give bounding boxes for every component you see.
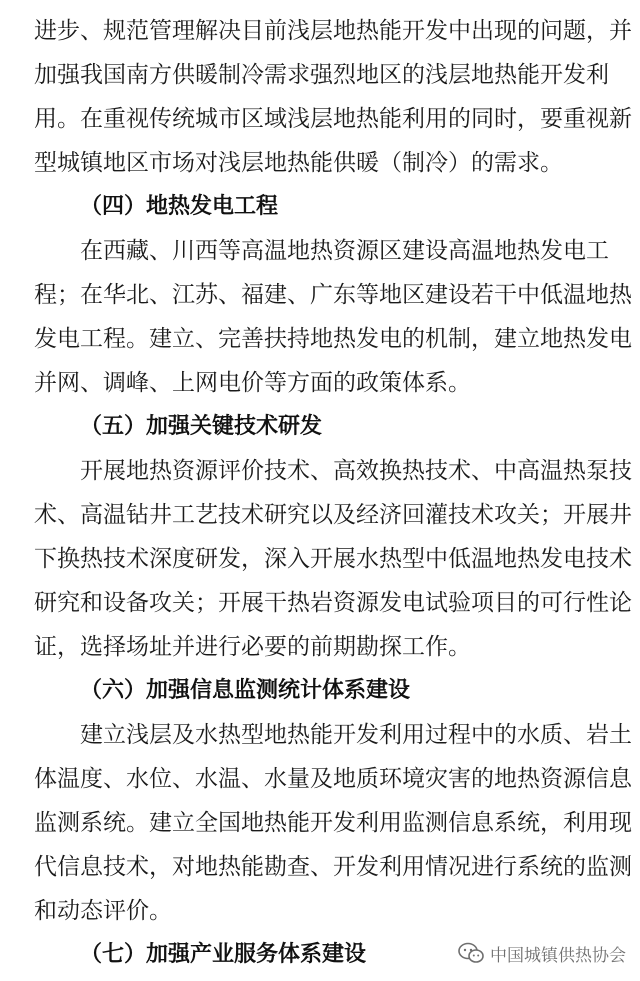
paragraph-line: 开展地热资源评价技术、高效换热技术、中高温热泵技 [80,458,632,484]
paragraph-line: 和动态评价。 [34,898,172,924]
paragraph-line: 证，选择场址并进行必要的前期勘探工作。 [34,634,471,660]
section-heading: （七）加强产业服务体系建设 [80,942,367,967]
paragraph-line: 研究和设备攻关；开展干热岩资源发电试验项目的可行性论 [34,590,632,616]
paragraph-line: 体温度、水位、水温、水量及地质环境灾害的地热资源信息 [34,766,632,792]
section-heading: （六）加强信息监测统计体系建设 [80,678,411,703]
paragraph-line: 术、高温钻井工艺技术研究以及经济回灌技术攻关；开展井 [34,502,632,528]
paragraph-line: 代信息技术，对地热能勘查、开发利用情况进行系统的监测 [34,854,632,880]
paragraph-line: 型城镇地区市场对浅层地热能供暖（制冷）的需求。 [34,150,563,176]
paragraph-line: 程；在华北、江苏、福建、广东等地区建设若干中低温地热 [34,282,632,308]
paragraph-line: 加强我国南方供暖制冷需求强烈地区的浅层地热能开发利 [34,62,609,88]
paragraph-line: 在西藏、川西等高温地热资源区建设高温地热发电工 [80,238,609,264]
paragraph-line: 进步、规范管理解决目前浅层地热能开发中出现的问题，并 [34,18,632,44]
paragraph-line: 并网、调峰、上网电价等方面的政策体系。 [34,370,471,396]
wechat-icon [458,942,484,964]
watermark [458,938,626,968]
paragraph-line: 发电工程。建立、完善扶持地热发电的机制，建立地热发电 [34,326,632,352]
paragraph-line: 建立浅层及水热型地热能开发利用过程中的水质、岩土 [80,722,632,748]
watermark-text: 中国城镇供热协会 [490,945,626,966]
paragraph-line: 用。在重视传统城市区域浅层地热能利用的同时，要重视新 [34,106,632,132]
paragraph-line: 监测系统。建立全国地热能开发利用监测信息系统，利用现 [34,810,632,836]
section-heading: （四）地热发电工程 [80,194,279,219]
section-heading: （五）加强关键技术研发 [80,414,323,439]
paragraph-line: 下换热技术深度研发，深入开展水热型中低温地热发电技术 [34,546,632,572]
